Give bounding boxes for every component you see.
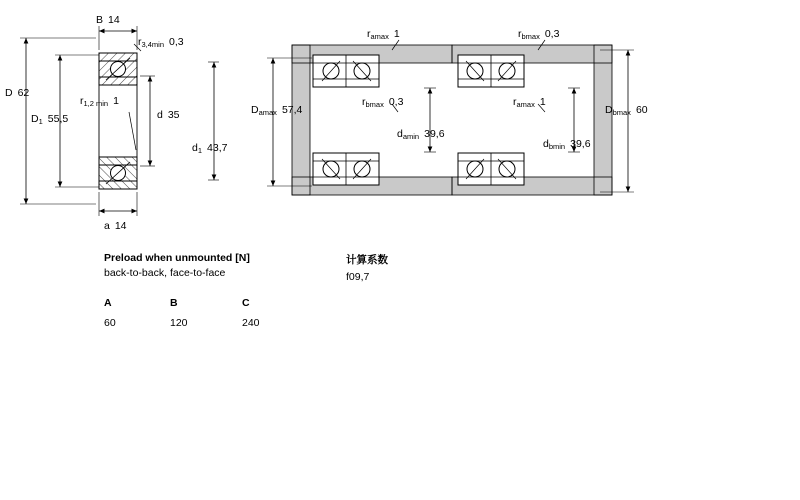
preload-block — [104, 252, 250, 279]
label-Damax: $D_{amax}$ 57,4 — [251, 104, 303, 117]
label-ramax-mid: $r_{amax}$ 1 — [513, 96, 546, 109]
label-D: D 62 — [5, 87, 30, 99]
factor-subscript: 0 — [348, 271, 355, 283]
label-r34min: $r_{3,4min}$ 0,3 — [138, 36, 184, 49]
label-r12min: $r_{1,2 min}$ 1 — [80, 95, 119, 108]
preload-title: Preload when unmounted [N] — [104, 252, 250, 264]
factor-value-row — [346, 271, 388, 283]
preload-value-A: 60 — [104, 317, 116, 329]
label-B: B 14 — [96, 14, 120, 26]
label-dbmin: $d_{bmin}$ 39,6 — [543, 138, 591, 151]
label-d: d 35 — [157, 109, 180, 121]
factor-value: 9,7 — [354, 271, 370, 283]
label-ramax-top: $r_{amax}$ 1 — [367, 28, 400, 41]
label-Dbmax: $D_{bmax}$ 60 — [605, 104, 648, 117]
label-d1: $d_1$ 43,7 — [192, 142, 228, 155]
preload-table — [104, 297, 304, 331]
preload-subtitle: back-to-back, face-to-face — [104, 267, 226, 279]
label-rbmax-top: $r_{bmax}$ 0,3 — [518, 28, 560, 41]
factor-title: 计算系数 — [346, 254, 388, 266]
label-D1: $D_1$ 55,5 — [31, 113, 69, 126]
preload-column-A: A — [104, 297, 112, 309]
preload-value-C: 240 — [242, 317, 260, 329]
preload-value-B: 120 — [170, 317, 188, 329]
label-damin: $d_{amin}$ 39,6 — [397, 128, 445, 141]
label-rbmax-mid: $r_{bmax}$ 0,3 — [362, 96, 404, 109]
factor-block — [346, 252, 388, 283]
preload-column-C: C — [242, 297, 250, 309]
label-a: a 14 — [104, 220, 127, 232]
factor-symbol: f — [346, 271, 349, 283]
preload-column-B: B — [170, 297, 178, 309]
